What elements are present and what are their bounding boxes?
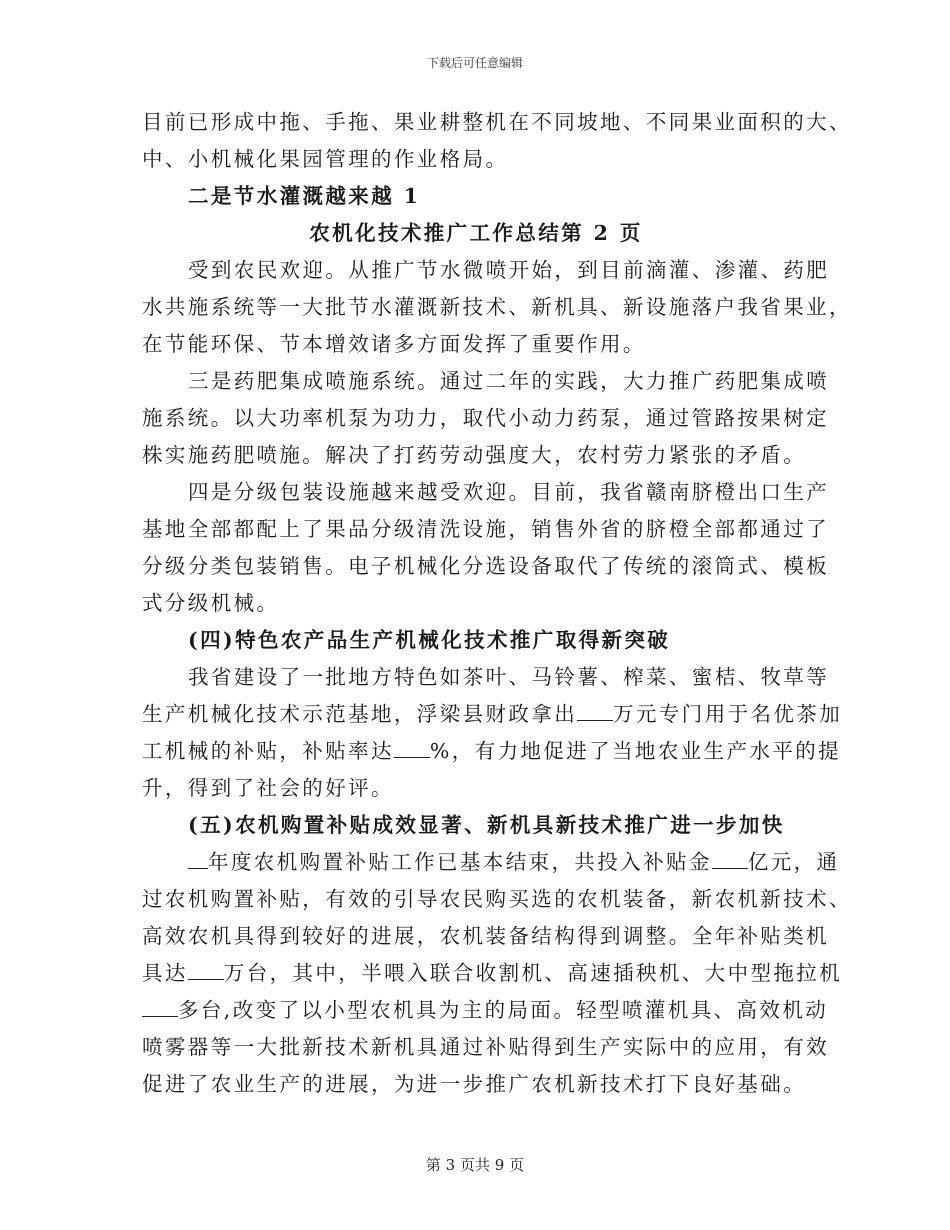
page-title: 农机化技术推广工作总结第 2 页 xyxy=(309,221,643,245)
fill-in-blank xyxy=(188,846,208,869)
document-body xyxy=(142,104,852,1103)
paragraph-line: 水共施系统等一大批节水灌溉新技术、新机具、新设施落户我省果业， xyxy=(142,295,852,319)
paragraph-line: 基地全部都配上了果品分级清洗设施，销售外省的脐橙全部都通过了 xyxy=(142,517,829,541)
text-segment: 亿元，通 xyxy=(747,850,840,874)
paragraph-line: 受到农民欢迎。从推广节水微喷开始，到目前滴灌、渗灌、药肥 xyxy=(188,258,830,282)
paragraph-line: 分级分类包装销售。电子机械化分选设备取代了传统的滚筒式、模板 xyxy=(142,554,829,578)
paragraph-line xyxy=(142,696,843,733)
fill-in-blank xyxy=(712,846,748,869)
paragraph-line: 三是药肥集成喷施系统。通过二年的实践，大力推广药肥集成喷 xyxy=(188,369,830,393)
text-segment: 工机械的补贴，补贴率达 xyxy=(142,739,394,763)
text-segment: 万元专门用于名优茶加 xyxy=(613,702,843,726)
section-heading: (四)特色农产品生产机械化技术推广取得新突破 xyxy=(188,628,671,652)
paragraph-line: 喷雾器等一大批新技术新机具通过补贴得到生产实际中的应用，有效 xyxy=(142,1035,829,1059)
text-segment: %，有力地促进了当地农业生产水平的提 xyxy=(429,739,842,763)
fill-in-blank xyxy=(394,735,430,758)
paragraph-line xyxy=(142,733,842,770)
section-heading: (五)农机购置补贴成效显著、新机具新技术推广进一步加快 xyxy=(188,813,785,837)
paragraph-line: 目前已形成中拖、手拖、果业耕整机在不同坡地、不同果业面积的大、 xyxy=(142,110,852,134)
paragraph-line xyxy=(142,992,829,1029)
paragraph-line: 施系统。以大功率机泵为功力，取代小动力药泵，通过管路按果树定 xyxy=(142,406,829,430)
section-heading: 二是节水灌溉越来越 1 xyxy=(188,184,421,208)
paragraph-line: 升，得到了社会的好评。 xyxy=(142,776,394,800)
text-segment: 多台,改变了以小型农机具为主的局面。轻型喷灌机具、高效机动 xyxy=(178,998,829,1022)
text-segment: 生产机械化技术示范基地，浮梁县财政拿出 xyxy=(142,702,578,726)
paragraph-line: 在节能环保、节本增效诸多方面发挥了重要作用。 xyxy=(142,332,646,356)
page-header: 下载后可任意编辑 xyxy=(426,56,523,70)
paragraph-line: 促进了农业生产的进展，为进一步推广农机新技术打下良好基础。 xyxy=(142,1072,807,1096)
paragraph-line: 中、小机械化果园管理的作业格局。 xyxy=(142,147,509,171)
paragraph-line: 过农机购置补贴，有效的引导农民购买选的农机装备，新农机新技术、 xyxy=(142,887,852,911)
fill-in-blank xyxy=(142,994,178,1017)
paragraph-line: 我省建设了一批地方特色如茶叶、马铃薯、榨菜、蜜桔、牧草等 xyxy=(188,665,830,689)
fill-in-blank xyxy=(188,957,224,980)
paragraph-line xyxy=(142,844,840,881)
paragraph-line xyxy=(142,955,843,992)
fill-in-blank xyxy=(577,698,613,721)
paragraph-line: 式分级机械。 xyxy=(142,591,280,615)
text-segment: 具达 xyxy=(142,961,188,985)
paragraph-line: 株实施药肥喷施。解决了打药劳动强度大，农村劳力紧张的矛盾。 xyxy=(142,443,807,467)
paragraph-line: 高效农机具得到较好的进展，农机装备结构得到调整。全年补贴类机 xyxy=(142,924,829,948)
text-segment: 年度农机购置补贴工作已基本结束，共投入补贴金 xyxy=(208,850,712,874)
paragraph-line: 四是分级包装设施越来越受欢迎。目前，我省赣南脐橙出口生产 xyxy=(188,480,830,504)
text-segment: 万台，其中，半喂入联合收割机、高速插秧机、大中型拖拉机 xyxy=(223,961,843,985)
page-footer: 第 3 页共 9 页 xyxy=(425,1156,525,1174)
